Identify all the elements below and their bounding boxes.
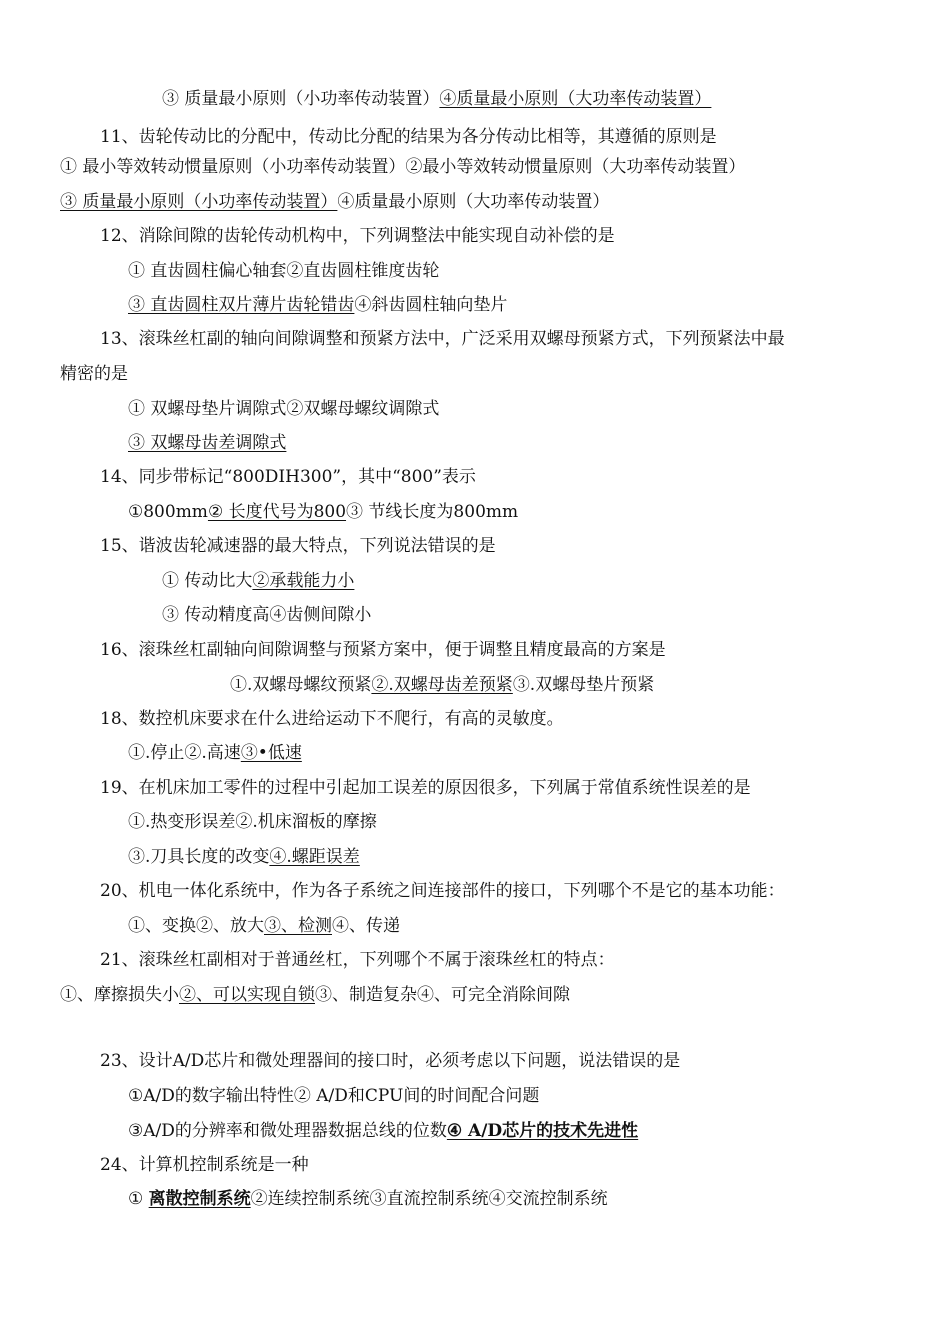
- text-segment: ③ 传动精度高④齿侧间隙小: [162, 605, 372, 625]
- text-segment: ③、制造复杂④、可完全消除间隙: [315, 985, 570, 1005]
- text-segment: ① 双螺母垫片调隙式②双螺母螺纹调隙式: [128, 399, 440, 419]
- text-line: [128, 260, 439, 282]
- text-segment: 11、齿轮传动比的分配中，传动比分配的结果为各分传动比相等，其遵循的原则是: [100, 127, 717, 147]
- text-segment: ③ 节线长度为800mm: [346, 502, 519, 522]
- text-line: [128, 398, 439, 420]
- text-line: [100, 708, 564, 730]
- text-line: [100, 126, 717, 148]
- answer-text: ④.螺距误差: [269, 847, 360, 867]
- text-line: [128, 501, 518, 523]
- text-segment: ①: [128, 1189, 149, 1209]
- text-line: [128, 1085, 539, 1107]
- text-line: [162, 604, 371, 626]
- text-line: [100, 466, 476, 488]
- text-line: [60, 984, 570, 1006]
- text-segment: ①、变换②、放大: [128, 916, 264, 936]
- text-segment: ①.双螺母螺纹预紧: [230, 675, 372, 695]
- text-segment: 21、滚珠丝杠副相对于普通丝杠，下列哪个不属于滚珠丝杠的特点：: [100, 950, 615, 970]
- text-segment: 23、设计A/D芯片和微处理器间的接口时，必须考虑以下问题，说法错误的是: [100, 1051, 681, 1071]
- text-segment: ① 传动比大: [162, 571, 253, 591]
- answer-text: ② 长度代号为800: [207, 502, 347, 522]
- text-segment: ④斜齿圆柱轴向垫片: [354, 295, 508, 315]
- text-segment: ①.热变形误差②.机床溜板的摩擦: [128, 812, 377, 832]
- text-segment: ③ 质量最小原则（小功率传动装置）: [162, 89, 440, 109]
- text-segment: ① 最小等效转动惯量原则（小功率传动装置）②最小等效转动惯量原则（大功率传动装置）: [60, 157, 746, 177]
- text-segment: 13、滚珠丝杠副的轴向间隙调整和预紧方法中，广泛采用双螺母预紧方式，下列预紧法中最: [100, 329, 785, 349]
- text-line: [100, 949, 615, 971]
- text-line: [128, 294, 507, 316]
- text-line: [100, 1050, 680, 1072]
- text-segment: ①、摩擦损失小: [60, 985, 179, 1005]
- text-line: [60, 191, 609, 213]
- text-line: [100, 225, 615, 247]
- text-line: [100, 639, 666, 661]
- text-segment: ③A/D的分辨率和微处理器数据总线的位数: [128, 1121, 447, 1141]
- text-segment: ③.双螺母垫片预紧: [512, 675, 655, 695]
- text-line: [128, 811, 377, 833]
- text-line: [128, 915, 400, 937]
- text-segment: ②连续控制系统③直流控制系统④交流控制系统: [250, 1189, 608, 1209]
- text-segment: ①.停止②.高速: [128, 743, 241, 763]
- text-segment: 精密的是: [60, 364, 128, 384]
- answer-text: ③ 质量最小原则（小功率传动装置）: [60, 192, 338, 212]
- answer-text: 离散控制系统: [148, 1189, 251, 1209]
- text-segment: 12、消除间隙的齿轮传动机构中，下列调整法中能实现自动补偿的是: [100, 226, 615, 246]
- text-line: [230, 674, 654, 696]
- text-line: [162, 570, 354, 592]
- answer-text: ④质量最小原则（大功率传动装置）: [439, 89, 712, 109]
- text-segment: 14、同步带标记“800DIH300”，其中“800”表示: [100, 467, 476, 487]
- answer-text: ③、检测: [264, 916, 332, 936]
- text-line: [100, 777, 751, 799]
- text-segment: ① 直齿圆柱偏心轴套②直齿圆柱锥度齿轮: [128, 261, 440, 281]
- text-line: [128, 742, 302, 764]
- text-line: [100, 328, 785, 350]
- text-line: [162, 88, 711, 110]
- answer-text: ④ A/D芯片的技术先进性: [446, 1121, 639, 1141]
- text-segment: ③.刀具长度的改变: [128, 847, 270, 867]
- text-segment: 15、谐波齿轮减速器的最大特点，下列说法错误的是: [100, 536, 496, 556]
- answer-text: ②承载能力小: [252, 571, 355, 591]
- answer-text: ②、可以实现自锁: [179, 985, 315, 1005]
- text-line: [128, 432, 286, 454]
- text-segment: 18、数控机床要求在什么进给运动下不爬行，有高的灵敏度。: [100, 709, 564, 729]
- text-segment: ①800mm: [128, 502, 208, 522]
- answer-text: ②.双螺母齿差预紧: [371, 675, 513, 695]
- text-segment: ④、传递: [332, 916, 400, 936]
- text-line: [60, 156, 745, 178]
- text-segment: 19、在机床加工零件的过程中引起加工误差的原因很多，下列属于常值系统性误差的是: [100, 778, 751, 798]
- answer-text: ③ 双螺母齿差调隙式: [128, 433, 287, 453]
- text-segment: ①A/D的数字输出特性② A/D和CPU间的时间配合问题: [128, 1086, 540, 1106]
- text-segment: ④质量最小原则（大功率传动装置）: [337, 192, 610, 212]
- text-line: [100, 880, 785, 902]
- text-segment: 20、机电一体化系统中，作为各子系统之间连接部件的接口，下列哪个不是它的基本功能：: [100, 881, 785, 901]
- text-line: [100, 1154, 309, 1176]
- text-segment: 16、滚珠丝杠副轴向间隙调整与预紧方案中，便于调整且精度最高的方案是: [100, 640, 666, 660]
- text-segment: 24、计算机控制系统是一种: [100, 1155, 309, 1175]
- answer-text: ③•低速: [240, 743, 302, 763]
- text-line: [128, 846, 360, 868]
- text-line: [60, 363, 128, 385]
- text-line: [128, 1120, 638, 1142]
- text-line: [100, 535, 496, 557]
- text-line: [128, 1188, 608, 1210]
- answer-text: ③ 直齿圆柱双片薄片齿轮错齿: [128, 295, 355, 315]
